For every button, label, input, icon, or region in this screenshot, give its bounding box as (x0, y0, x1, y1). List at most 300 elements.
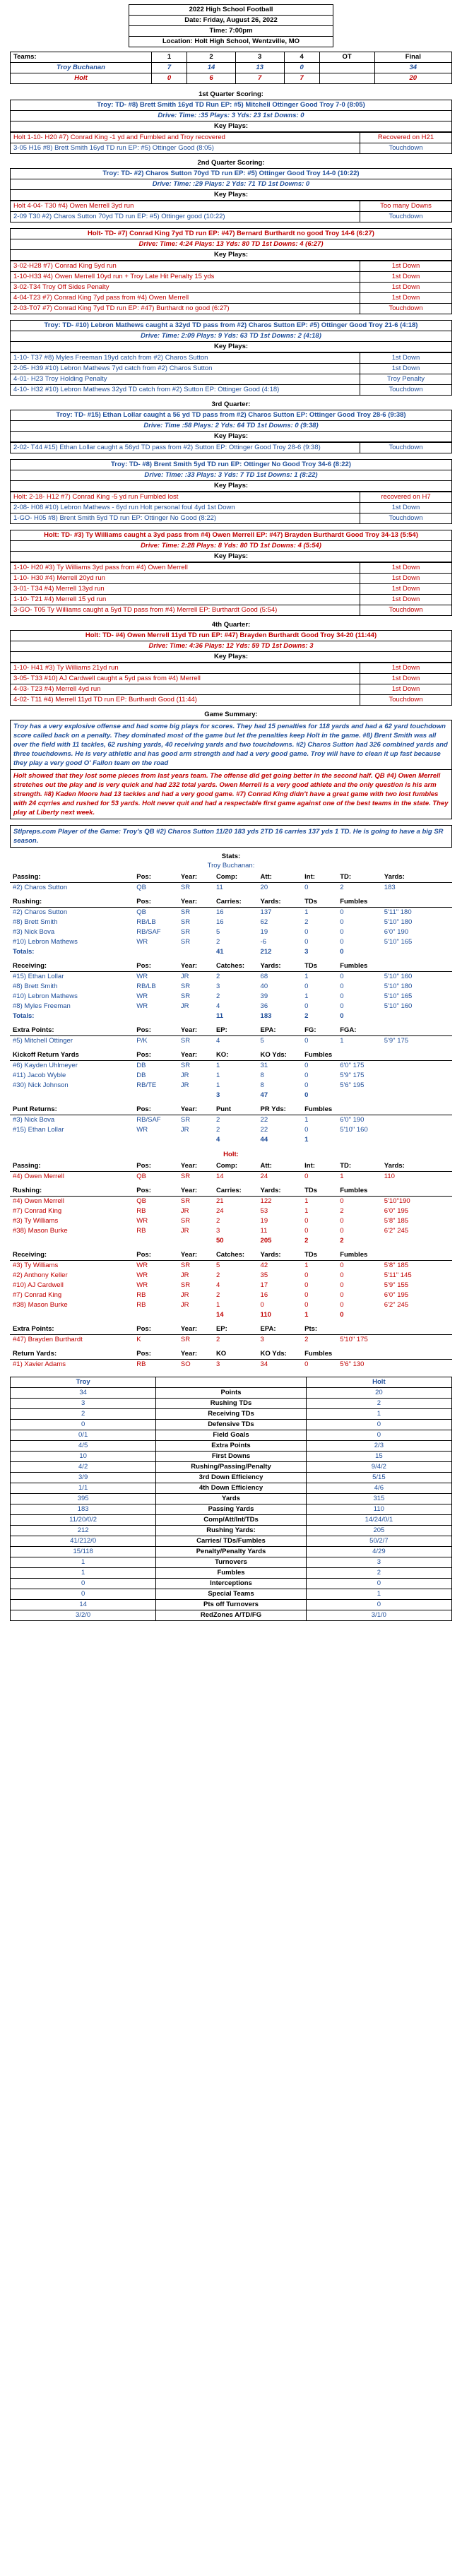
stat-header: Year: (178, 872, 213, 883)
stat-cell (381, 1071, 452, 1081)
stat-header: Fumbles (302, 1105, 337, 1115)
stat-header: Int: (302, 1161, 337, 1172)
player-name: #10) AJ Cardwell (13, 1281, 64, 1289)
stat-cell: 0 (340, 928, 344, 936)
stat-cell: 0 (340, 918, 344, 926)
play-result: 1st Down (360, 663, 452, 674)
stat-total: 4 (215, 1136, 220, 1144)
stat-total (178, 1135, 213, 1145)
stat-header (381, 1186, 452, 1197)
stat-cell: 2 (340, 1207, 344, 1215)
player-name: #2) Anthony Keller (13, 1271, 68, 1279)
stat-cell: 6'2" 245 (384, 1227, 409, 1235)
stat-cell: DB (136, 1072, 146, 1079)
stat-cell: 4 (215, 1281, 220, 1289)
stat-header: Yards: (381, 872, 452, 883)
stat-cell: 5'9" 155 (384, 1281, 409, 1289)
stat-header: PR Yds: (258, 1105, 302, 1115)
stat-total (178, 1091, 213, 1100)
player-name: #8) Brett Smith (13, 918, 58, 926)
cmp-troy-value: 3 (11, 1399, 156, 1409)
cmp-holt-value: 9/4/2 (306, 1462, 451, 1473)
stat-cell: 11 (260, 1227, 268, 1235)
holt-summary: Holt showed that they lost some pieces from last years team. The offense did get going better in the second half. QB #4) Owen Merrell stretches out the play and is very quick and had 232 total yards. Owen Merrell is a very good athlete and the only question is his arm strength. #8) Kaden Moore had 13 tackles and had a very good game. #7) Conrad King didn't have a great game with two lost fumbles with 24 cqrries and rushed for 53 yards. Holt never quit and had a respectable first game against one of the best teams in the state. They play at Liberty next week. (11, 770, 452, 819)
stat-header: Year: (178, 1050, 213, 1061)
stat-cell: 5'10" 165 (384, 992, 413, 1000)
play-text: 3-GO- T05 Ty Williams caught a 5yd TD pass from #4) Merrell EP: Burthardt Good (5:54) (11, 605, 360, 616)
stat-cell: SO (180, 1360, 191, 1368)
stat-cell: 1 (304, 992, 309, 1000)
stat-cell: RB (136, 1360, 146, 1368)
stat-cell: RB (136, 1291, 146, 1299)
stat-header: EP: (213, 1026, 258, 1036)
play-result: 1st Down (360, 293, 452, 304)
play-result: 1st Down (360, 364, 452, 374)
stat-cell: 16 (215, 908, 224, 916)
cmp-stat-label: Carries/ TDs/Fumbles (156, 1536, 307, 1547)
cmp-troy-value: 1/1 (11, 1483, 156, 1494)
play-result: 1st Down (360, 283, 452, 293)
stat-total: 110 (260, 1311, 271, 1319)
stat-cell: QB (136, 908, 146, 916)
stat-cell: 34 (260, 1360, 268, 1368)
stat-cell: 0 (304, 1360, 309, 1368)
linescore-header: Final (374, 52, 451, 63)
cmp-stat-label: First Downs (156, 1452, 307, 1462)
stat-cell: 0 (304, 928, 309, 936)
play-result: 1st Down (360, 272, 452, 283)
stat-cell: 0 (304, 1281, 309, 1289)
stat-cell: SR (180, 928, 191, 936)
stat-cell (381, 1335, 452, 1346)
cmp-stat-label: Yards (156, 1494, 307, 1504)
stat-cell: JR (180, 973, 189, 980)
stat-header: Punt (213, 1105, 258, 1115)
stat-total: 0 (340, 1012, 344, 1020)
drive-summary: Drive: Time: 2:09 Plays: 9 Yds: 63 TD 1st Downs: 2 (4:18) (11, 331, 452, 342)
stat-cell: SR (180, 1336, 191, 1343)
stat-cell: QB (136, 1173, 146, 1180)
drive-summary: Drive: Time: :35 Plays: 3 Yds: 23 1st Downs: 0 (11, 111, 452, 121)
cmp-stat-label: Extra Points (156, 1441, 307, 1452)
cmp-troy-value: 0 (11, 1579, 156, 1589)
stat-header: TDs (302, 897, 337, 908)
player-name: #7) Conrad King (13, 1291, 62, 1299)
stat-header: Year: (178, 1186, 213, 1197)
cmp-stat-label: Special Teams (156, 1589, 307, 1600)
cmp-troy-value: 10 (11, 1452, 156, 1462)
stat-cell: WR (136, 938, 148, 946)
troy-stats-heading: Troy Buchanan: (207, 862, 255, 869)
cmp-troy-value: 212 (11, 1526, 156, 1536)
stat-cell: SR (180, 1281, 191, 1289)
play-result: 1st Down (360, 674, 452, 684)
stat-total: 50 (215, 1237, 224, 1245)
stat-header: Extra Points: (10, 1026, 134, 1036)
stat-cell: JR (180, 1271, 189, 1279)
stat-header: Comp: (213, 1161, 258, 1172)
stat-header: Year: (178, 1161, 213, 1172)
play-text: 4-04-T23 #7) Conrad King 7yd pass from #4) Owen Merrell (11, 293, 360, 304)
stat-header: Fumbles (302, 1349, 337, 1360)
play-text: 4-10- H32 #10) Lebron Mathews 32yd TD catch from #2) Sutton EP: Ottinger Good (4:18) (11, 385, 360, 396)
play-text: 4-02- T11 #4) Merrell 11yd TD run EP: Burthardt Good (11:44) (11, 695, 360, 706)
stat-cell: 24 (260, 1173, 268, 1180)
stat-cell: 0 (304, 1291, 309, 1299)
stat-cell: 0 (340, 1262, 344, 1269)
drive-summary: Drive: Time: :29 Plays: 2 Yds: 71 TD 1st Downs: 0 (11, 179, 452, 190)
play-result: Touchdown (360, 695, 452, 706)
stat-header (381, 1349, 452, 1360)
summary-title: Game Summary: (204, 711, 258, 718)
stat-cell: RB/SAF (136, 928, 161, 936)
cmp-holt-value: 3 (306, 1557, 451, 1568)
stat-header: Rushing: (10, 1186, 134, 1197)
stat-total: 3 (304, 948, 309, 956)
cmp-holt-value: 315 (306, 1494, 451, 1504)
cmp-troy-value: 0 (11, 1420, 156, 1430)
player-name: #2) Charos Sutton (13, 908, 68, 916)
holt-q1: 0 (152, 73, 187, 84)
stat-header (381, 1026, 452, 1036)
stat-cell (381, 1115, 452, 1126)
stat-cell: 68 (260, 973, 268, 980)
stat-cell: 0 (340, 908, 344, 916)
stat-cell: 36 (260, 1002, 268, 1010)
player-name: #38) Mason Burke (13, 1227, 68, 1235)
stat-total: 1 (304, 1311, 309, 1319)
stat-cell: 5'11" 145 (384, 1271, 412, 1279)
troy-q1: 7 (152, 63, 187, 73)
stat-cell: 0 (304, 938, 309, 946)
stat-cell: 0 (304, 1126, 309, 1134)
stat-cell: SR (180, 992, 191, 1000)
stat-total: 2 (304, 1012, 309, 1020)
play-text: Holt 1-10- H20 #7) Conrad King -1 yd and Fumbled and Troy recovered (11, 133, 360, 143)
stat-cell: 1 (215, 1301, 220, 1309)
stat-header: Pts: (302, 1324, 337, 1335)
stat-cell: RB/LB (136, 983, 156, 990)
cmp-holt-value: 0 (306, 1579, 451, 1589)
stat-cell: RB/TE (136, 1081, 157, 1089)
cmp-troy-value: 14 (11, 1600, 156, 1610)
cmp-stat-label: Passing Yards (156, 1504, 307, 1515)
stat-cell: 5'10" 160 (384, 973, 413, 980)
holt-receiving-table (10, 1250, 452, 1320)
stat-cell: 5 (260, 1037, 264, 1045)
stat-cell: 2 (215, 992, 220, 1000)
player-name: #11) Jacob Wyble (13, 1072, 66, 1079)
key-plays-title: Key Plays: (11, 652, 452, 663)
cmp-holt-value: 14/24/0/1 (306, 1515, 451, 1526)
play-result: Touchdown (360, 385, 452, 396)
player-name: #3) Ty Williams (13, 1262, 59, 1269)
stat-cell: 0 (340, 1002, 344, 1010)
stat-header: Catches: (213, 1250, 258, 1261)
stat-cell: 6'0" 175 (340, 1062, 365, 1069)
cmp-troy-value: 0/1 (11, 1430, 156, 1441)
stat-cell: 53 (260, 1207, 268, 1215)
stat-header: Pos: (134, 1349, 178, 1360)
player-name: #3) Nick Bova (13, 1116, 55, 1124)
stat-cell: 0 (340, 1197, 344, 1205)
stat-header: Year: (178, 1105, 213, 1115)
stat-cell: 0 (340, 1217, 344, 1225)
q2-scoring-2 (10, 228, 452, 261)
stat-total (134, 1135, 178, 1145)
game-header (129, 4, 333, 47)
stat-total: 47 (260, 1091, 268, 1099)
play-text: 3-05- T33 #10) AJ Cardwell caught a 5yd pass from #4) Merrell (11, 674, 360, 684)
scoring-play: Troy: TD- #2) Charos Sutton 70yd TD run EP: #5) Ottinger Good Troy 14-0 (10:22) (11, 169, 452, 179)
holt-ot (319, 73, 374, 84)
play-result: recovered on H7 (360, 492, 452, 503)
linescore-header: 1 (152, 52, 187, 63)
q3-key-plays-3 (10, 562, 452, 616)
stat-cell: 0 (304, 1271, 309, 1279)
cmp-troy-value: 0 (11, 1589, 156, 1600)
stat-cell: WR (136, 1281, 148, 1289)
play-text: 2-05- H39 #10) Lebron Mathews 7yd catch from #2) Charos Sutton (11, 364, 360, 374)
stat-cell: 0 (260, 1301, 264, 1309)
player-name: #3) Ty Williams (13, 1217, 59, 1225)
holt-passing-table (10, 1161, 452, 1182)
play-text: Holt: 2-18- H12 #7) Conrad King -5 yd run Fumbled lost (11, 492, 360, 503)
stat-cell: 110 (384, 1173, 395, 1180)
stat-header: Year: (178, 1250, 213, 1261)
stat-cell: 2 (215, 938, 220, 946)
stat-cell: 8 (260, 1072, 264, 1079)
stat-header: TDs (302, 1186, 337, 1197)
player-name: #15) Ethan Lollar (13, 973, 64, 980)
stat-header: Receiving: (10, 1250, 134, 1261)
stat-header (337, 1050, 381, 1061)
stat-cell: 5'11" 180 (384, 908, 412, 916)
play-text: 3-02-H28 #7) Conrad King 5yd run (11, 261, 360, 272)
stat-cell: SR (180, 1116, 191, 1124)
play-text: 3-02-T34 Troy Off Sides Penalty (11, 283, 360, 293)
q1-key-plays (10, 132, 452, 154)
stat-cell: 0 (304, 1072, 309, 1079)
stat-cell: 5'8" 185 (384, 1217, 409, 1225)
cmp-troy-value: 34 (11, 1388, 156, 1399)
stat-cell: 0 (340, 1227, 344, 1235)
stat-cell: 0 (304, 1062, 309, 1069)
stat-cell: 6'0" 190 (340, 1116, 365, 1124)
q2-title: 2nd Quarter Scoring: (197, 159, 265, 167)
stat-cell: 2 (215, 1271, 220, 1279)
q2-scoring-1 (10, 168, 452, 201)
stat-cell: SR (180, 938, 191, 946)
stat-cell: 5 (215, 1262, 220, 1269)
stat-cell: 24 (215, 1207, 224, 1215)
stat-header: Catches: (213, 961, 258, 972)
player-name: #6) Kayden Uhlmeyer (13, 1062, 78, 1069)
cmp-holt-value: 2 (306, 1399, 451, 1409)
play-result: 1st Down (360, 353, 452, 364)
stat-cell: SR (180, 908, 191, 916)
stat-cell: JR (180, 1081, 189, 1089)
stat-header: Carries: (213, 897, 258, 908)
stat-header: EPA: (258, 1026, 302, 1036)
stat-header: Year: (178, 961, 213, 972)
stat-cell: 0 (304, 983, 309, 990)
stat-header: Year: (178, 897, 213, 908)
cmp-stat-label: Turnovers (156, 1557, 307, 1568)
cmp-troy-value: 4/2 (11, 1462, 156, 1473)
player-name: #4) Owen Merrell (13, 1173, 64, 1180)
stat-cell: 0 (304, 1301, 309, 1309)
stat-cell: 0 (340, 1271, 344, 1279)
player-name: #38) Mason Burke (13, 1301, 68, 1309)
cmp-troy-value: 4/5 (11, 1441, 156, 1452)
cmp-holt-value: 0 (306, 1420, 451, 1430)
stat-cell: JR (180, 1126, 189, 1134)
key-plays-title: Key Plays: (11, 121, 452, 132)
holt-rushing-table (10, 1186, 452, 1246)
game-time: Time: 7:00pm (129, 26, 333, 37)
stat-cell: 2 (215, 973, 220, 980)
holt-stats-heading: Holt: (223, 1151, 239, 1158)
stat-cell: JR (180, 1291, 189, 1299)
play-text: 2-09 T30 #2) Charos Sutton 70yd TD run EP: #5) Ottinger good (10:22) (11, 212, 360, 222)
stat-cell: 6'0" 195 (384, 1291, 409, 1299)
stat-cell: 0 (304, 1217, 309, 1225)
stat-header: Extra Points: (10, 1324, 134, 1335)
play-text: 1-GO- H05 #8) Brent Smith 5yd TD run EP: Ottinger No Good (8:22) (11, 514, 360, 524)
scoring-play: Holt- TD- #7) Conrad King 7yd TD run EP: #47) Bernard Burthardt no good Troy 14-6 (6:27) (11, 229, 452, 239)
stat-header: Yards: (381, 1161, 452, 1172)
play-text: 3-01- T34 #4) Merrell 13yd run (11, 584, 360, 595)
stat-cell (381, 1061, 452, 1072)
stat-cell: RB (136, 1227, 146, 1235)
stat-header: Passing: (10, 872, 134, 883)
key-plays-title: Key Plays: (11, 250, 452, 261)
stat-cell: 4 (215, 1037, 220, 1045)
stat-total (381, 947, 452, 957)
stat-cell: 5'10" 165 (384, 938, 413, 946)
stat-cell: 19 (260, 1217, 268, 1225)
stat-total: 44 (260, 1136, 268, 1144)
stat-cell: 19 (260, 928, 268, 936)
linescore-header: 3 (235, 52, 284, 63)
stat-total: Totals: (13, 1012, 35, 1020)
stat-cell: 6'0" 190 (384, 928, 409, 936)
cmp-troy-value: 183 (11, 1504, 156, 1515)
stat-cell: 5'9" 175 (340, 1072, 365, 1079)
stat-cell: JR (180, 1072, 189, 1079)
stat-cell: 8 (260, 1081, 264, 1089)
stat-header (381, 1050, 452, 1061)
troy-q2: 14 (187, 63, 236, 73)
player-of-game (10, 825, 452, 848)
stat-header: Yards: (258, 1250, 302, 1261)
cmp-stat-label: Rushing Yards: (156, 1526, 307, 1536)
play-text: 2-03-T07 #7) Conrad King 7yd TD run EP: #47) Burthardt no good (6:27) (11, 304, 360, 314)
stat-cell: 0 (340, 1291, 344, 1299)
stat-cell: 17 (260, 1281, 268, 1289)
stat-header: FG: (302, 1026, 337, 1036)
q4-scoring-1 (10, 630, 452, 663)
stat-total: 205 (260, 1237, 272, 1245)
stat-cell: 1 (215, 1062, 220, 1069)
player-name: #1) Xavier Adams (13, 1360, 66, 1368)
stat-total (381, 1135, 452, 1145)
stat-header: Carries: (213, 1186, 258, 1197)
scoring-play: Troy: TD- #8) Brent Smith 5yd TD run EP: Ottinger No Good Troy 34-6 (8:22) (11, 460, 452, 470)
stat-header: Pos: (134, 897, 178, 908)
stat-cell: 122 (260, 1197, 272, 1205)
stat-cell: JR (180, 1227, 189, 1235)
drive-summary: Drive: Time :58 Plays: 2 Yds: 64 TD 1st Downs: 0 (9:38) (11, 421, 452, 432)
cmp-stat-label: Interceptions (156, 1579, 307, 1589)
cmp-troy-value: 1 (11, 1557, 156, 1568)
drive-summary: Drive: Time: 2:28 Plays: 8 Yds: 80 TD 1st Downs: 4 (5:54) (11, 541, 452, 552)
stat-cell (381, 1360, 452, 1370)
cmp-troy-label: Troy (11, 1377, 156, 1388)
play-result: 1st Down (360, 595, 452, 605)
stat-cell: 5'10" 175 (340, 1336, 368, 1343)
stat-cell: 0 (304, 1227, 309, 1235)
stat-cell: 1 (304, 1207, 309, 1215)
player-name: #2) Charos Sutton (13, 884, 68, 891)
game-date: Date: Friday, August 26, 2022 (129, 16, 333, 26)
scoring-play: Holt: TD- #4) Owen Merrell 11yd TD run EP: #47) Brayden Burthardt Good Troy 34-20 (11:44) (11, 631, 452, 641)
stat-cell: 4 (215, 1002, 220, 1010)
stat-header: Punt Returns: (10, 1105, 134, 1115)
stat-cell: 137 (260, 908, 272, 916)
drive-summary: Drive: Time: 4:24 Plays: 13 Yds: 80 TD 1st Downs: 4 (6:27) (11, 239, 452, 250)
q4-title: 4th Quarter: (211, 621, 251, 629)
play-result: Touchdown (360, 212, 452, 222)
stat-total (134, 947, 178, 957)
cmp-stat-label: Field Goals (156, 1430, 307, 1441)
stat-total (178, 1310, 213, 1320)
cmp-holt-value: 0 (306, 1430, 451, 1441)
stat-cell: 0 (304, 1173, 309, 1180)
stat-cell: 62 (260, 918, 268, 926)
stat-cell: 22 (260, 1126, 268, 1134)
player-name: #7) Conrad King (13, 1207, 62, 1215)
player-name: #30) Nick Johnson (13, 1081, 69, 1089)
game-location: Location: Holt High School, Wentzville, MO (129, 37, 333, 47)
stat-total: 1 (304, 1136, 309, 1144)
cmp-holt-value: 15 (306, 1452, 451, 1462)
stat-cell: 35 (260, 1271, 268, 1279)
stat-cell: WR (136, 1002, 148, 1010)
stat-cell: QB (136, 884, 146, 891)
linescore-header: OT (319, 52, 374, 63)
stat-cell: 31 (260, 1062, 268, 1069)
stat-header: Pos: (134, 961, 178, 972)
stat-cell: 2 (304, 1336, 309, 1343)
cmp-troy-value: 11/20/0/2 (11, 1515, 156, 1526)
play-text: 1-10- T21 #4) Merrell 15 yd run (11, 595, 360, 605)
stat-total (381, 1091, 452, 1100)
report-title: 2022 High School Football (129, 5, 333, 16)
troy-q3: 13 (235, 63, 284, 73)
stat-header (381, 897, 452, 908)
stat-header: TDs (302, 961, 337, 972)
stat-cell (381, 1081, 452, 1091)
stat-cell: 1 (304, 908, 309, 916)
stat-total: 212 (260, 948, 272, 956)
stat-total (381, 1236, 452, 1246)
cmp-troy-value: 15/118 (11, 1547, 156, 1557)
cmp-stat-label: Rushing TDs (156, 1399, 307, 1409)
stat-cell: 22 (260, 1116, 268, 1124)
stat-header: Year: (178, 1349, 213, 1360)
